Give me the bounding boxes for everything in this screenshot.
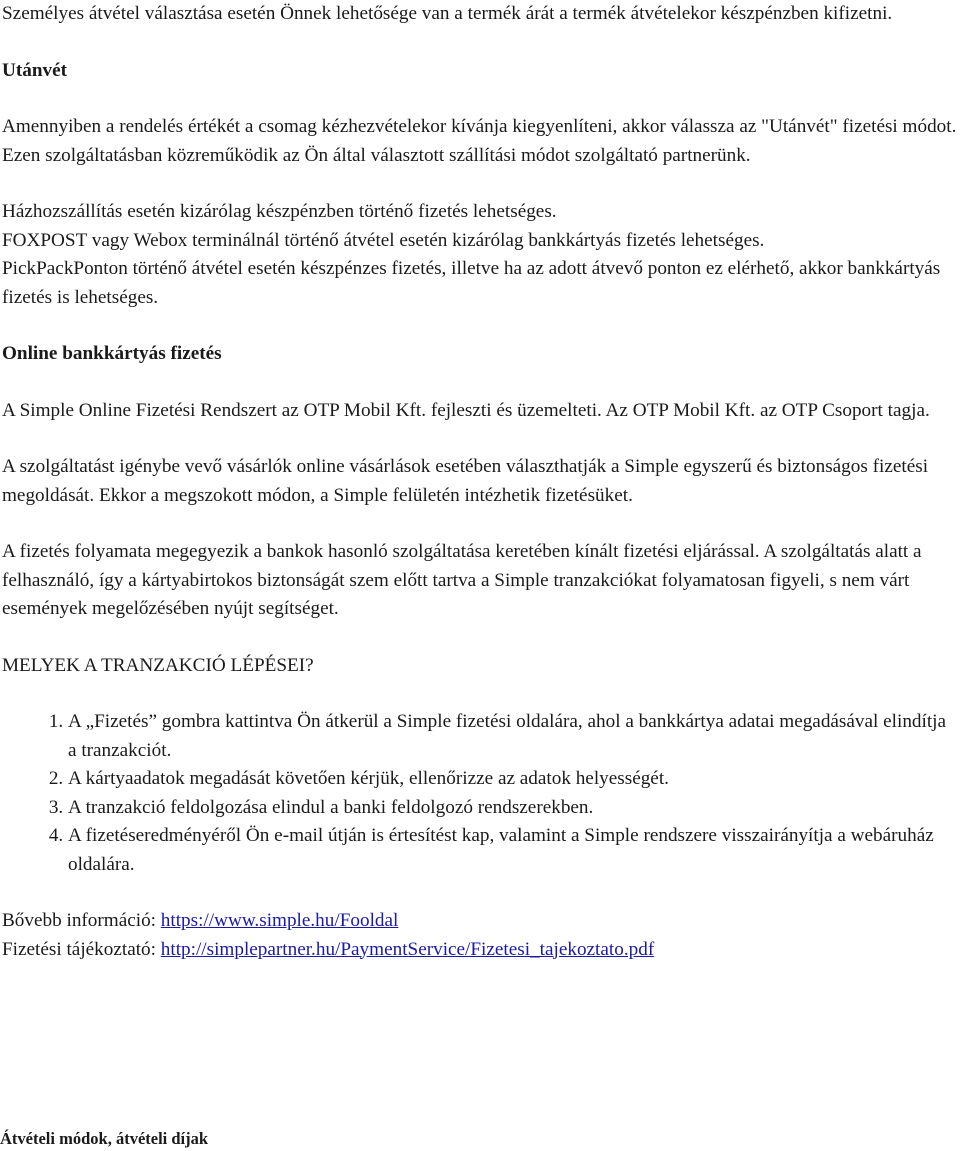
cod-pickpack-note: PickPackPonton történő átvétel esetén készpénzes fizetés, illetve ha az adott átvevő ponton ez elérhető, akkor bankkártyás fizetés is lehetséges.: [2, 258, 941, 308]
cod-description: Amennyiben a rendelés értékét a csomag kézhezvételekor kívánja kiegyenlíteni, akkor válassza az "Utánvét" fizetési módot. Ezen szolgáltatásban közreműködik az Ön által választott szállítási módot szolgáltató partnerünk.: [2, 116, 957, 166]
list-item: 4. A fizetéseredményéről Ön e-mail útján is értesítést kap, valamint a Simple rendszere visszairányítja a webáruház oldalára.: [68, 822, 958, 879]
simple-security-paragraph: A fizetés folyamata megegyezik a bankok hasonló szolgáltatása keretében kínált fizetési eljárással. A szolgáltatás alatt a felhasználó, így a kártyabirtokos biztonságát szem előtt tartva a Simple tranzakciókat folyamatosan figyeli, s nem várt események megelőzésében nyújt segítséget.: [2, 541, 922, 619]
payment-info-line: [2, 936, 958, 965]
cod-heading: Utánvét: [2, 59, 68, 81]
more-info-label: Bővebb információ:: [2, 910, 161, 931]
steps-heading: MELYEK A TRANZAKCIÓ LÉPÉSEI?: [2, 654, 314, 676]
list-item: 1. A „Fizetés” gombra kattintva Ön átkerül a Simple fizetési oldalára, ahol a bankkártya adatai megadásával elindítja a tranzakciót.: [68, 708, 958, 765]
list-item: 3. A tranzakció feldolgozása elindul a banki feldolgozó rendszerekben.: [68, 794, 958, 823]
steps-list: [2, 708, 958, 879]
simple-service-paragraph: A szolgáltatást igénybe vevő vásárlók online vásárlások esetében választhatják a Simple egyszerű és biztonságos fizetési megoldását. Ekkor a megszokott módon, a Simple felületén intézhetik fizetésüket.: [2, 456, 929, 506]
payment-info-label: Fizetési tájékoztató:: [2, 938, 161, 960]
cod-home-delivery-note: Házhozszállítás esetén kizárólag készpénzben történő fizetés lehetséges.: [2, 201, 557, 222]
more-info-line: [2, 907, 958, 936]
document-page: [2, 0, 958, 964]
list-item: 2. A kártyaadatok megadását követően kérjük, ellenőrizze az adatok helyességét.: [68, 765, 958, 794]
intro-paragraph: Személyes átvétel választása esetén Önnek lehetősége van a termék árát a termék átvételekor készpénzben kifizetni.: [2, 3, 893, 24]
payment-info-pdf-link[interactable]: http://simplepartner.hu/PaymentService/Fizetesi_tajekoztato.pdf: [160, 938, 655, 960]
simple-intro-paragraph: A Simple Online Fizetési Rendszert az OTP Mobil Kft. fejleszti és üzemelteti. Az OTP Mobil Kft. az OTP Csoport tagja.: [2, 399, 930, 421]
delivery-methods-heading: Átvételi módok, átvételi díjak: [0, 1129, 209, 1148]
cod-foxpost-note: FOXPOST vagy Webox terminálnál történő átvétel esetén kizárólag bankkártyás fizetés lehetséges.: [2, 229, 765, 251]
online-payment-heading: Online bankkártyás fizetés: [2, 343, 222, 364]
simple-homepage-link[interactable]: https://www.simple.hu/Fooldal: [160, 910, 399, 931]
